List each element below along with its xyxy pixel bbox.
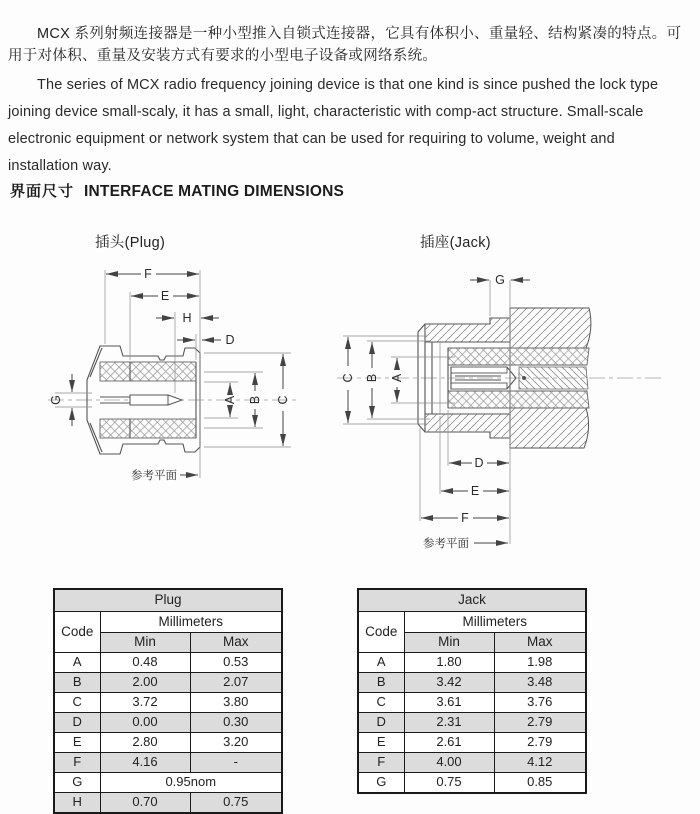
plug-table-unit-header: Millimeters	[100, 612, 282, 633]
jack-dim-label-b: B	[365, 373, 379, 383]
section-heading-en: INTERFACE MATING DIMENSIONS	[84, 183, 345, 200]
plug-g-nominal-value: 0.95nom	[100, 773, 282, 793]
plug-dim-label-f: F	[144, 267, 152, 281]
jack-center-conductor	[519, 367, 588, 389]
plug-table-title: Plug	[54, 589, 282, 612]
plug-dim-label-e: E	[160, 289, 170, 303]
jack-panel-top	[510, 308, 591, 348]
table-row: G 0.95nom	[54, 773, 282, 793]
jack-drawing	[335, 252, 665, 562]
plug-reference-plane-label: 参考平面	[131, 470, 177, 482]
table-row: D 0.00 0.30	[54, 713, 282, 733]
plug-table-code-header: Code	[54, 612, 100, 653]
plug-dim-label-c: C	[276, 395, 290, 405]
table-row: A 0.48 0.53	[54, 653, 282, 673]
jack-drawing-title: 插座(Jack)	[420, 235, 491, 251]
table-row: E 2.61 2.79	[358, 733, 586, 753]
plug-dim-label-g: G	[49, 395, 63, 405]
plug-drawing	[30, 252, 320, 497]
jack-dielectric-bottom	[448, 391, 589, 408]
jack-dim-label-a: A	[390, 373, 404, 383]
section-heading-zh: 界面尺寸	[10, 183, 75, 200]
table-row: A 1.80 1.98	[358, 653, 586, 673]
jack-shell-wall-bottom	[425, 414, 510, 438]
jack-table-unit-header: Millimeters	[404, 612, 586, 633]
jack-table-min-header: Min	[404, 633, 494, 653]
plug-table-min-header: Min	[100, 633, 190, 653]
jack-shell-wall-top	[425, 318, 510, 342]
jack-table-title: Jack	[358, 589, 586, 612]
plug-dim-label-h: H	[182, 311, 192, 325]
jack-dim-label-g: G	[495, 273, 505, 287]
intro-paragraph-zh: MCX 系列射频连接器是一种小型推入自锁式连接器，它具有体积小、重量轻、结构紧凑的特点。可用于对体积、重量及安装方式有要求的小型电子设备或网络系统。	[8, 25, 682, 64]
jack-panel-bottom	[510, 408, 589, 448]
intro-paragraph-en: The series of MCX radio frequency joining device is that one kind is since pushed the lock type joining device small-scaly, it has a small, light, characteristic with comp-act structure. Small-scale electronic equipment or network system that can be used for requiring to volume, weight and installation way.	[8, 76, 659, 174]
jack-reference-plane-label: 参考平面	[423, 538, 469, 550]
plug-center-pin	[130, 395, 168, 405]
jack-solder-dot	[522, 376, 526, 380]
table-row: F 4.16 -	[54, 753, 282, 773]
plug-drawing-title: 插头(Plug)	[95, 235, 166, 251]
plug-table-max-header: Max	[190, 633, 282, 653]
jack-contact-finger-top	[451, 367, 507, 373]
plug-dim-label-a: A	[223, 395, 237, 405]
jack-table-code-header: Code	[358, 612, 404, 653]
jack-table-max-header: Max	[494, 633, 586, 653]
table-row: B 2.00 2.07	[54, 673, 282, 693]
plug-dielectric-bottom	[100, 419, 196, 438]
table-row: G 0.75 0.85	[358, 773, 586, 794]
plug-dielectric-top	[100, 362, 196, 381]
jack-contact-tip-bottom	[507, 378, 516, 389]
plug-dimensions-table	[53, 588, 283, 814]
plug-dim-label-b: B	[248, 395, 262, 405]
jack-dim-label-d: D	[474, 456, 484, 470]
plug-pin-tip	[168, 395, 182, 405]
jack-contact-tip-top	[507, 367, 516, 378]
table-row: E 2.80 3.20	[54, 733, 282, 753]
jack-dimensions-table	[357, 588, 587, 794]
table-row: C 3.72 3.80	[54, 693, 282, 713]
table-row: C 3.61 3.76	[358, 693, 586, 713]
table-row: H 0.70 0.75	[54, 793, 282, 814]
table-row: B 3.42 3.48	[358, 673, 586, 693]
jack-dim-label-f: F	[461, 511, 469, 525]
jack-dielectric-top	[448, 348, 589, 365]
table-row: D 2.31 2.79	[358, 713, 586, 733]
section-heading	[10, 180, 344, 201]
table-row: F 4.00 4.12	[358, 753, 586, 773]
jack-dim-label-c: C	[341, 373, 355, 383]
jack-contact-finger-bottom	[451, 383, 507, 389]
jack-dim-label-e: E	[470, 484, 480, 498]
plug-dim-label-d: D	[225, 333, 235, 347]
